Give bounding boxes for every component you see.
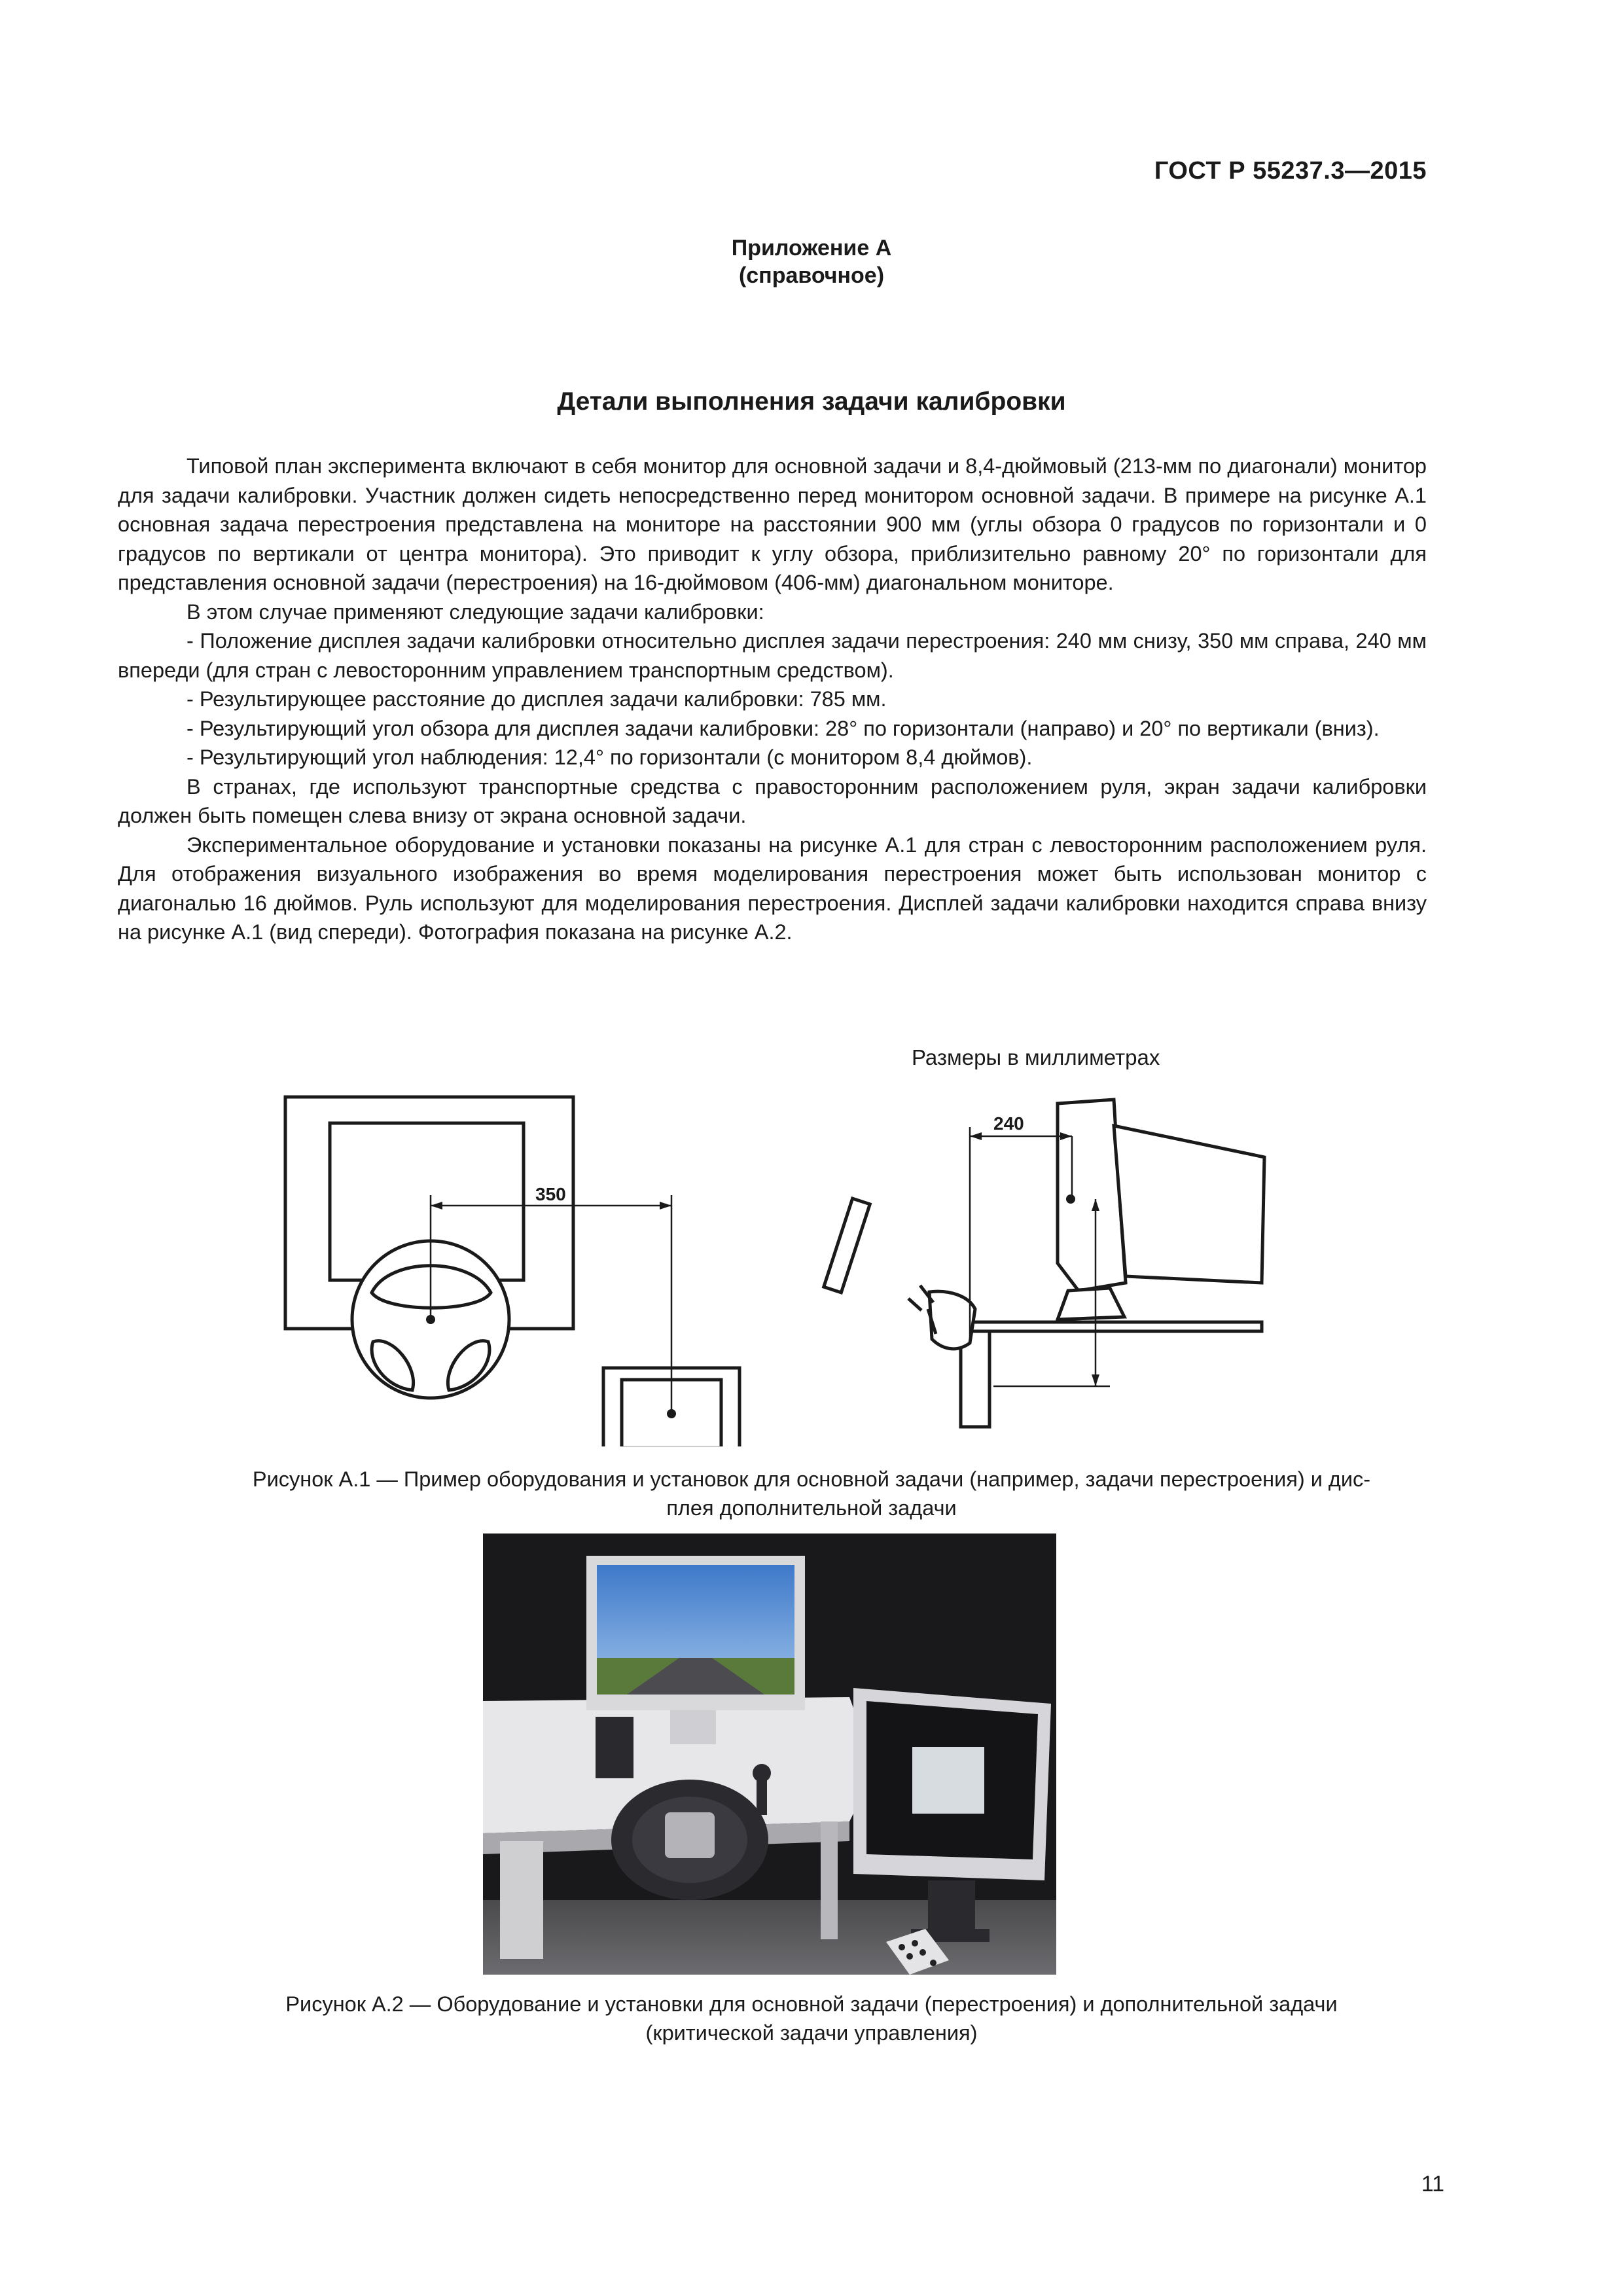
annex-label: Приложение А (731, 236, 892, 260)
page-number: 11 (1421, 2172, 1444, 2197)
dimension-240-label: 240 (993, 1113, 1024, 1134)
paragraph-tasks-lead: В этом случае применяют следующие задачи калибровки: (187, 600, 764, 624)
standard-designation: ГОСТ Р 55237.3—2015 (1154, 157, 1427, 185)
figure-a2-photo (483, 1534, 1056, 1975)
paragraph-equipment: Экспериментальное оборудование и установки показаны на рисунке А.1 для стран с левосторонним расположением руля. Для отображения визуального изображения во время моделирования перестроения может быть использован монитор с диагональю 16 дюймов. Руль используют для моделирования перестроения. Дисплей задачи калибровки находится справа внизу на рисунке А.1 (вид спереди). Фотография показана на рисунке А.2. (118, 833, 1427, 944)
desk-top (954, 1322, 1262, 1331)
figure-a2-caption-line2: (критической задачи управления) (645, 2021, 978, 2045)
figure-a1-caption-line1: Рисунок А.1 — Пример оборудования и установок для основной задачи (например, задачи перестроения) и дис- (252, 1467, 1371, 1491)
list-item-observation-angle: - Результирующий угол наблюдения: 12,4° по горизонтали (с монитором 8,4 дюймов). (187, 745, 1033, 769)
figure-a1-caption-line2: плея дополнительной задачи (666, 1496, 957, 1520)
side-monitor-body (1114, 1126, 1264, 1283)
paragraph-right-hand-drive: В странах, где используют транспортные средства с правосторонним расположением руля, экран задачи калибровки должен быть помещен слева внизу от экрана основной задачи. (118, 774, 1427, 827)
list-item-distance: - Результирующее расстояние до дисплея задачи калибровки: 785 мм. (187, 687, 887, 711)
section-title: Детали выполнения задачи калибровки (557, 387, 1066, 416)
side-monitor-stand (1058, 1288, 1124, 1319)
figure-a1-drawing (275, 1080, 1296, 1446)
figure-a2-caption-line1: Рисунок А.2 — Оборудование и установки для основной задачи (перестроения) и дополнительной задачи (285, 1992, 1338, 2016)
list-item-view-angle: - Результирующий угол обзора для дисплея задачи калибровки: 28° по горизонтали (направо) и 20° по вертикали (вниз). (187, 716, 1380, 740)
annex-type: (справочное) (738, 263, 885, 288)
paragraph-intro: Типовой план эксперимента включают в себя монитор для основной задачи и 8,4-дюймовый (213-мм по диагонали) монитор для задачи калибровки. Участник должен сидеть непосредственно перед монитором основной задачи. В примере на рисунке А.1 основная задача перестроения представлена на мониторе на расстоянии 900 мм (углы обзора 0 градусов по горизонтали и 0 градусов по вертикали от центра монитора). Это приводит к углу обзора, приблизительно равному 20° по горизонтали для представления основной задачи (перестроения) на 16-дюймовом (406-мм) диагональном мониторе. (118, 454, 1427, 594)
dimension-350-label: 350 (535, 1184, 566, 1204)
list-item-position: - Положение дисплея задачи калибровки относительно дисплея задачи перестроения: 240 мм снизу, 350 мм справа, 240 мм впереди (для стран с левосторонним управлением транспортным средством). (118, 629, 1427, 682)
driver-hand (929, 1291, 975, 1349)
body-text (118, 452, 1427, 947)
side-calibration-display (824, 1198, 870, 1293)
dimensions-note: Размеры в миллиметрах (912, 1045, 1160, 1069)
